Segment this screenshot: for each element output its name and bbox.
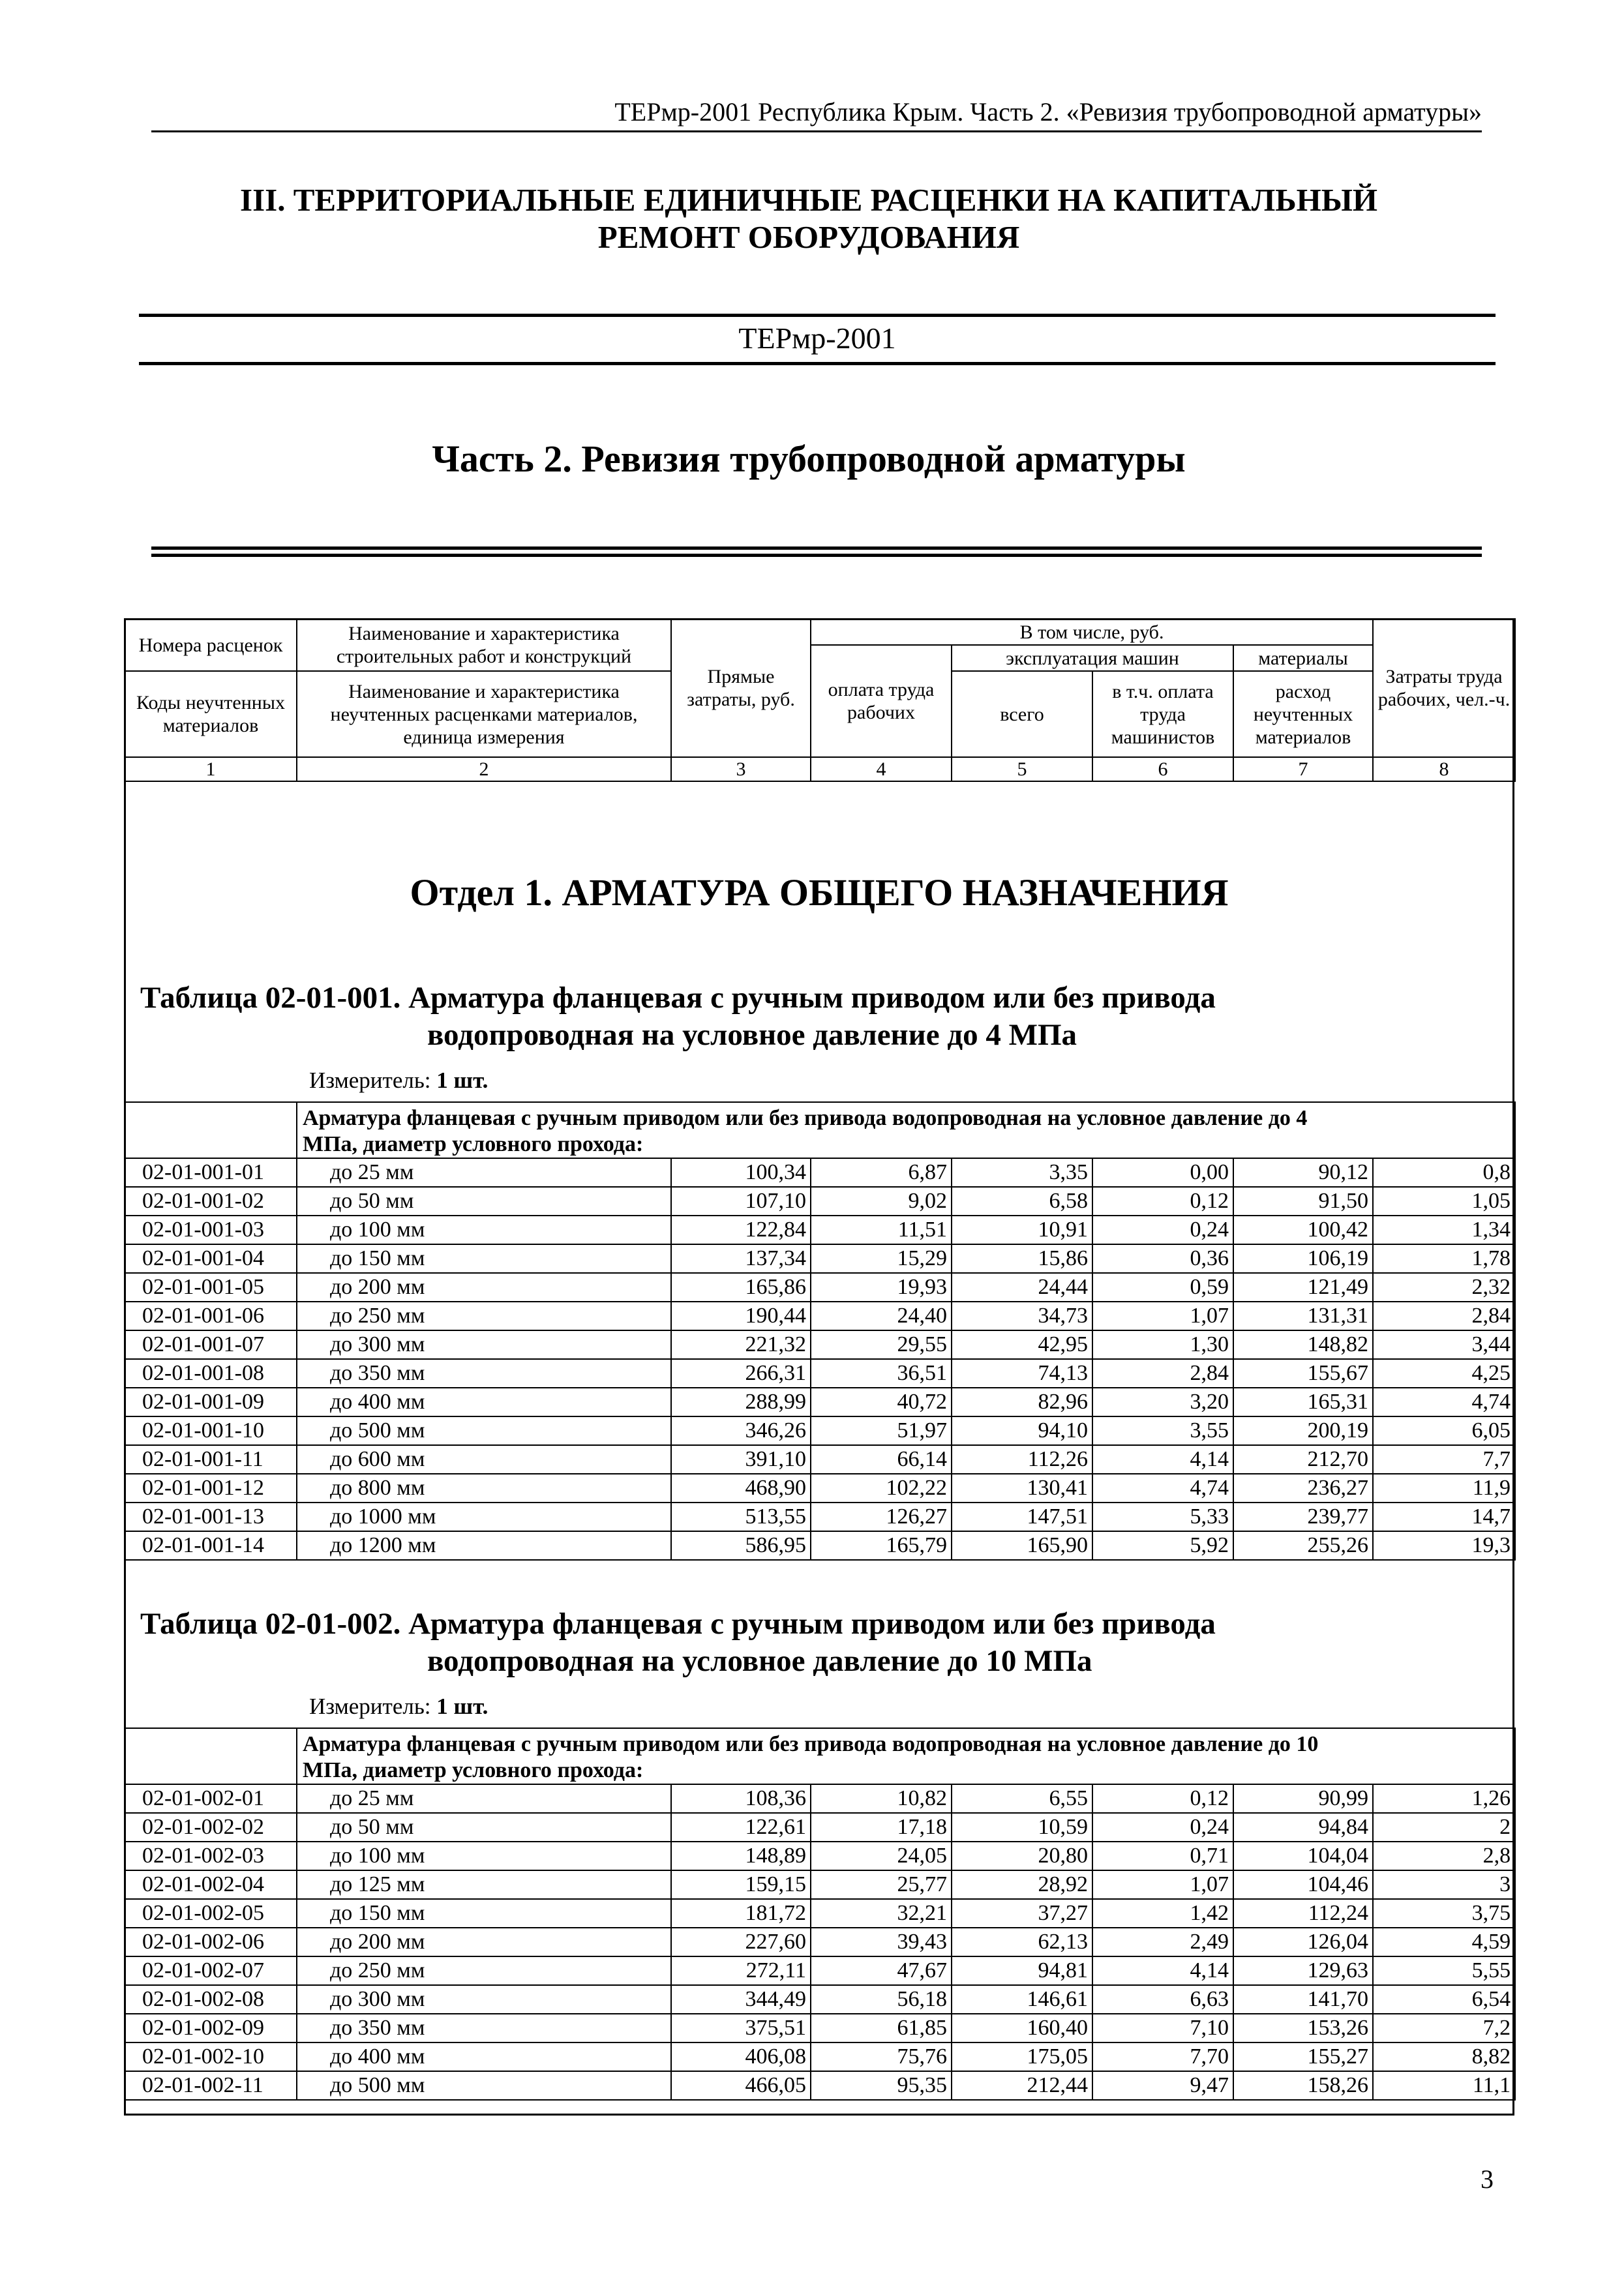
worker-pay: 19,93: [811, 1273, 952, 1302]
rate-code: 02-01-002-03: [125, 1842, 297, 1870]
header-rate-numbers: Номера расценок: [125, 619, 297, 671]
double-rule-lower: [151, 554, 1482, 557]
table-row: [125, 1870, 1515, 1899]
group-code-cell: [125, 1728, 297, 1784]
material-cost: 236,27: [1233, 1474, 1373, 1503]
item-name: до 1000 мм: [297, 1503, 671, 1531]
header-work-name: Наименование и характеристика строительных работ и конструкций: [297, 619, 671, 671]
operator-pay: 1,07: [1092, 1870, 1233, 1899]
material-cost: 126,04: [1233, 1928, 1373, 1956]
table-row: [125, 1330, 1515, 1359]
column-number: 4: [811, 757, 952, 781]
header-direct-costs: Прямые затраты, руб.: [671, 619, 811, 757]
operator-pay: 2,49: [1092, 1928, 1233, 1956]
item-name: до 400 мм: [297, 1388, 671, 1416]
material-cost: 155,67: [1233, 1359, 1373, 1388]
divider-bottom: [139, 362, 1496, 365]
rate-code: 02-01-001-02: [125, 1187, 297, 1216]
unit-of-measure: [309, 1068, 488, 1094]
direct-costs: 148,89: [671, 1842, 811, 1870]
collection-code: ТЕРмр-2001: [738, 322, 896, 355]
table-row: [125, 1216, 1515, 1244]
direct-costs: 375,51: [671, 2014, 811, 2042]
item-name: до 500 мм: [297, 2071, 671, 2100]
labor-hours: 1,26: [1373, 1784, 1515, 1813]
worker-pay: 66,14: [811, 1445, 952, 1474]
labor-hours: 2: [1373, 1813, 1515, 1842]
column-number: 8: [1373, 757, 1515, 781]
item-name: до 25 мм: [297, 1784, 671, 1813]
direct-costs: 346,26: [671, 1416, 811, 1445]
direct-costs: 181,72: [671, 1899, 811, 1928]
material-cost: 106,19: [1233, 1244, 1373, 1273]
labor-hours: 3: [1373, 1870, 1515, 1899]
header-worker-pay: оплата труда рабочих: [811, 645, 952, 757]
operator-pay: 7,70: [1092, 2042, 1233, 2071]
material-cost: 129,63: [1233, 1956, 1373, 1985]
direct-costs: 586,95: [671, 1531, 811, 1560]
worker-pay: 39,43: [811, 1928, 952, 1956]
machine-total: 6,58: [952, 1187, 1092, 1216]
direct-costs: 266,31: [671, 1359, 811, 1388]
table-row: [125, 1273, 1515, 1302]
rate-code: 02-01-001-14: [125, 1531, 297, 1560]
unit-value: 1 шт.: [436, 1694, 489, 1719]
labor-hours: 6,54: [1373, 1985, 1515, 2014]
material-cost: 165,31: [1233, 1388, 1373, 1416]
operator-pay: 1,30: [1092, 1330, 1233, 1359]
group-line2: МПа, диаметр условного прохода:: [303, 1132, 644, 1156]
rate-code: 02-01-002-09: [125, 2014, 297, 2042]
group-description: [297, 1728, 1515, 1784]
rate-code: 02-01-001-06: [125, 1302, 297, 1330]
direct-costs: 137,34: [671, 1244, 811, 1273]
table-header: [124, 618, 1516, 782]
table-title-line2: водопроводная на условное давление до 4 МПа: [427, 1018, 1077, 1052]
table-title: [140, 980, 1445, 1054]
worker-pay: 9,02: [811, 1187, 952, 1216]
item-name: до 125 мм: [297, 1870, 671, 1899]
worker-pay: 51,97: [811, 1416, 952, 1445]
item-name: до 250 мм: [297, 1956, 671, 1985]
direct-costs: 391,10: [671, 1445, 811, 1474]
rate-code: 02-01-001-04: [125, 1244, 297, 1273]
material-cost: 104,46: [1233, 1870, 1373, 1899]
operator-pay: 1,07: [1092, 1302, 1233, 1330]
worker-pay: 126,27: [811, 1503, 952, 1531]
header-operator-pay: в т.ч. оплата труда машинистов: [1092, 671, 1233, 757]
machine-total: 74,13: [952, 1359, 1092, 1388]
direct-costs: 466,05: [671, 2071, 811, 2100]
machine-total: 10,59: [952, 1813, 1092, 1842]
unit-of-measure: [309, 1694, 488, 1720]
item-name: до 25 мм: [297, 1158, 671, 1187]
item-name: до 350 мм: [297, 1359, 671, 1388]
rate-code: 02-01-002-10: [125, 2042, 297, 2071]
table-row: [125, 1956, 1515, 1985]
header-material-codes: Коды неучтенных материалов: [125, 671, 297, 757]
labor-hours: 2,8: [1373, 1842, 1515, 1870]
operator-pay: 0,71: [1092, 1842, 1233, 1870]
item-name: до 250 мм: [297, 1302, 671, 1330]
item-name: до 50 мм: [297, 1187, 671, 1216]
labor-hours: 7,2: [1373, 2014, 1515, 2042]
header-materials: материалы: [1233, 645, 1373, 671]
direct-costs: 272,11: [671, 1956, 811, 1985]
unit-label: Измеритель:: [309, 1694, 437, 1719]
worker-pay: 11,51: [811, 1216, 952, 1244]
direct-costs: 344,49: [671, 1985, 811, 2014]
material-cost: 255,26: [1233, 1531, 1373, 1560]
machine-total: 147,51: [952, 1503, 1092, 1531]
item-name: до 500 мм: [297, 1416, 671, 1445]
material-cost: 158,26: [1233, 2071, 1373, 2100]
item-name: до 150 мм: [297, 1899, 671, 1928]
rate-code: 02-01-001-13: [125, 1503, 297, 1531]
item-name: до 50 мм: [297, 1813, 671, 1842]
column-number: 2: [297, 757, 671, 781]
rate-code: 02-01-002-02: [125, 1813, 297, 1842]
machine-total: 42,95: [952, 1330, 1092, 1359]
worker-pay: 61,85: [811, 2014, 952, 2042]
material-cost: 90,99: [1233, 1784, 1373, 1813]
material-cost: 141,70: [1233, 1985, 1373, 2014]
labor-hours: 8,82: [1373, 2042, 1515, 2071]
table-row: [125, 1359, 1515, 1388]
rate-code: 02-01-001-08: [125, 1359, 297, 1388]
direct-costs: 288,99: [671, 1388, 811, 1416]
worker-pay: 24,05: [811, 1842, 952, 1870]
labor-hours: 5,55: [1373, 1956, 1515, 1985]
material-cost: 131,31: [1233, 1302, 1373, 1330]
divider-top: [139, 314, 1496, 317]
column-number: 5: [952, 757, 1092, 781]
machine-total: 165,90: [952, 1531, 1092, 1560]
table-row: [125, 1813, 1515, 1842]
machine-total: 28,92: [952, 1870, 1092, 1899]
page-number: 3: [1481, 2164, 1494, 2194]
labor-hours: 11,9: [1373, 1474, 1515, 1503]
header-material-name: Наименование и характеристика неучтенных расценками материалов, единица измерения: [297, 671, 671, 757]
worker-pay: 15,29: [811, 1244, 952, 1273]
worker-pay: 102,22: [811, 1474, 952, 1503]
labor-hours: 1,05: [1373, 1187, 1515, 1216]
direct-costs: 190,44: [671, 1302, 811, 1330]
table-row: [125, 1928, 1515, 1956]
direct-costs: 165,86: [671, 1273, 811, 1302]
item-name: до 1200 мм: [297, 1531, 671, 1560]
material-cost: 148,82: [1233, 1330, 1373, 1359]
rate-code: 02-01-002-04: [125, 1870, 297, 1899]
column-number: 6: [1092, 757, 1233, 781]
machine-total: 3,35: [952, 1158, 1092, 1187]
table-row: [125, 1445, 1515, 1474]
operator-pay: 0,59: [1092, 1273, 1233, 1302]
labor-hours: 0,8: [1373, 1158, 1515, 1187]
table-title: [140, 1606, 1445, 1680]
operator-pay: 5,33: [1092, 1503, 1233, 1531]
operator-pay: 0,36: [1092, 1244, 1233, 1273]
rate-code: 02-01-001-01: [125, 1158, 297, 1187]
header-machine-total: всего: [952, 671, 1092, 757]
table-row: [125, 1388, 1515, 1416]
operator-pay: 2,84: [1092, 1359, 1233, 1388]
labor-hours: 4,25: [1373, 1359, 1515, 1388]
labor-hours: 1,78: [1373, 1244, 1515, 1273]
worker-pay: 29,55: [811, 1330, 952, 1359]
rate-code: 02-01-002-11: [125, 2071, 297, 2100]
table-row: [125, 1416, 1515, 1445]
machine-total: 15,86: [952, 1244, 1092, 1273]
machine-total: 94,10: [952, 1416, 1092, 1445]
rate-code: 02-01-002-07: [125, 1956, 297, 1985]
unit-label: Измеритель:: [309, 1068, 437, 1093]
machine-total: 175,05: [952, 2042, 1092, 2071]
operator-pay: 3,55: [1092, 1416, 1233, 1445]
table-row: [125, 1244, 1515, 1273]
material-cost: 100,42: [1233, 1216, 1373, 1244]
operator-pay: 9,47: [1092, 2071, 1233, 2100]
group-line1: Арматура фланцевая с ручным приводом или без привода водопроводная на условное давление до 4: [303, 1106, 1308, 1130]
running-header-rule: [151, 130, 1482, 132]
material-cost: 91,50: [1233, 1187, 1373, 1216]
worker-pay: 56,18: [811, 1985, 952, 2014]
labor-hours: 14,7: [1373, 1503, 1515, 1531]
item-name: до 350 мм: [297, 2014, 671, 2042]
material-cost: 112,24: [1233, 1899, 1373, 1928]
material-cost: 90,12: [1233, 1158, 1373, 1187]
table-row: [125, 1784, 1515, 1813]
item-name: до 600 мм: [297, 1445, 671, 1474]
operator-pay: 3,20: [1092, 1388, 1233, 1416]
material-cost: 94,84: [1233, 1813, 1373, 1842]
table-row: [125, 1842, 1515, 1870]
operator-pay: 1,42: [1092, 1899, 1233, 1928]
item-name: до 800 мм: [297, 1474, 671, 1503]
main-title-line2: РЕМОНТ ОБОРУДОВАНИЯ: [597, 219, 1020, 255]
table-row: [125, 2042, 1515, 2071]
machine-total: 212,44: [952, 2071, 1092, 2100]
operator-pay: 4,14: [1092, 1956, 1233, 1985]
machine-total: 146,61: [952, 1985, 1092, 2014]
table-title-line2: водопроводная на условное давление до 10 МПа: [427, 1644, 1092, 1678]
direct-costs: 108,36: [671, 1784, 811, 1813]
worker-pay: 95,35: [811, 2071, 952, 2100]
operator-pay: 0,00: [1092, 1158, 1233, 1187]
worker-pay: 36,51: [811, 1359, 952, 1388]
direct-costs: 159,15: [671, 1870, 811, 1899]
rate-code: 02-01-001-12: [125, 1474, 297, 1503]
rate-code: 02-01-001-10: [125, 1416, 297, 1445]
direct-costs: 468,90: [671, 1474, 811, 1503]
worker-pay: 10,82: [811, 1784, 952, 1813]
operator-pay: 4,74: [1092, 1474, 1233, 1503]
machine-total: 112,26: [952, 1445, 1092, 1474]
rate-code: 02-01-001-07: [125, 1330, 297, 1359]
operator-pay: 0,12: [1092, 1784, 1233, 1813]
table-row: [125, 1531, 1515, 1560]
group-description: [297, 1102, 1515, 1158]
labor-hours: 4,74: [1373, 1388, 1515, 1416]
machine-total: 34,73: [952, 1302, 1092, 1330]
rate-code: 02-01-001-03: [125, 1216, 297, 1244]
machine-total: 37,27: [952, 1899, 1092, 1928]
machine-total: 130,41: [952, 1474, 1092, 1503]
labor-hours: 2,84: [1373, 1302, 1515, 1330]
labor-hours: 19,3: [1373, 1531, 1515, 1560]
group-line2: МПа, диаметр условного прохода:: [303, 1758, 644, 1782]
group-code-cell: [125, 1102, 297, 1158]
section-title: Отдел 1. АРМАТУРА ОБЩЕГО НАЗНАЧЕНИЯ: [410, 871, 1229, 914]
rate-code: 02-01-001-05: [125, 1273, 297, 1302]
table-title-line1: Таблица 02-01-001. Арматура фланцевая с ручным приводом или без привода: [140, 981, 1216, 1015]
rate-code: 02-01-002-01: [125, 1784, 297, 1813]
worker-pay: 24,40: [811, 1302, 952, 1330]
rate-code: 02-01-001-09: [125, 1388, 297, 1416]
part-title: Часть 2. Ревизия трубопроводной арматуры: [432, 438, 1186, 480]
rate-code: 02-01-001-11: [125, 1445, 297, 1474]
material-cost: 212,70: [1233, 1445, 1373, 1474]
labor-hours: 4,59: [1373, 1928, 1515, 1956]
labor-hours: 11,1: [1373, 2071, 1515, 2100]
table-title-line1: Таблица 02-01-002. Арматура фланцевая с ручным приводом или без привода: [140, 1607, 1216, 1641]
labor-hours: 7,7: [1373, 1445, 1515, 1474]
direct-costs: 513,55: [671, 1503, 811, 1531]
table-row: [125, 2071, 1515, 2100]
operator-pay: 0,24: [1092, 1216, 1233, 1244]
operator-pay: 0,24: [1092, 1813, 1233, 1842]
direct-costs: 100,34: [671, 1158, 811, 1187]
machine-total: 160,40: [952, 2014, 1092, 2042]
header-including: В том числе, руб.: [811, 619, 1373, 645]
worker-pay: 47,67: [811, 1956, 952, 1985]
machine-total: 24,44: [952, 1273, 1092, 1302]
item-name: до 400 мм: [297, 2042, 671, 2071]
direct-costs: 107,10: [671, 1187, 811, 1216]
rates-table: [124, 1728, 1516, 2101]
material-cost: 121,49: [1233, 1273, 1373, 1302]
item-name: до 150 мм: [297, 1244, 671, 1273]
double-rule-upper: [151, 546, 1482, 550]
item-name: до 300 мм: [297, 1330, 671, 1359]
worker-pay: 75,76: [811, 2042, 952, 2071]
main-title: [98, 181, 1520, 256]
machine-total: 20,80: [952, 1842, 1092, 1870]
table-row: [125, 1302, 1515, 1330]
item-name: до 100 мм: [297, 1842, 671, 1870]
column-number: 7: [1233, 757, 1373, 781]
direct-costs: 221,32: [671, 1330, 811, 1359]
unit-value: 1 шт.: [436, 1068, 489, 1093]
main-title-line1: III. ТЕРРИТОРИАЛЬНЫЕ ЕДИНИЧНЫЕ РАСЦЕНКИ НА КАПИТАЛЬНЫЙ: [240, 182, 1377, 218]
worker-pay: 17,18: [811, 1813, 952, 1842]
column-number: 3: [671, 757, 811, 781]
material-cost: 200,19: [1233, 1416, 1373, 1445]
worker-pay: 25,77: [811, 1870, 952, 1899]
machine-total: 82,96: [952, 1388, 1092, 1416]
table-row: [125, 1503, 1515, 1531]
worker-pay: 40,72: [811, 1388, 952, 1416]
labor-hours: 1,34: [1373, 1216, 1515, 1244]
material-cost: 239,77: [1233, 1503, 1373, 1531]
item-name: до 100 мм: [297, 1216, 671, 1244]
material-cost: 155,27: [1233, 2042, 1373, 2071]
header-machine-operation: эксплуатация машин: [952, 645, 1233, 671]
table-row: [125, 1985, 1515, 2014]
group-line1: Арматура фланцевая с ручным приводом или без привода водопроводная на условное давление до 10: [303, 1732, 1319, 1756]
machine-total: 62,13: [952, 1928, 1092, 1956]
worker-pay: 32,21: [811, 1899, 952, 1928]
operator-pay: 0,12: [1092, 1187, 1233, 1216]
operator-pay: 6,63: [1092, 1985, 1233, 2014]
direct-costs: 227,60: [671, 1928, 811, 1956]
table-row: [125, 1899, 1515, 1928]
table-row: [125, 2014, 1515, 2042]
column-number: 1: [125, 757, 297, 781]
direct-costs: 406,08: [671, 2042, 811, 2071]
labor-hours: 3,44: [1373, 1330, 1515, 1359]
header-labor-costs: Затраты труда рабочих, чел.-ч.: [1373, 619, 1515, 757]
rate-code: 02-01-002-06: [125, 1928, 297, 1956]
table-row: [125, 1187, 1515, 1216]
rate-code: 02-01-002-05: [125, 1899, 297, 1928]
direct-costs: 122,84: [671, 1216, 811, 1244]
machine-total: 10,91: [952, 1216, 1092, 1244]
material-cost: 104,04: [1233, 1842, 1373, 1870]
labor-hours: 2,32: [1373, 1273, 1515, 1302]
direct-costs: 122,61: [671, 1813, 811, 1842]
operator-pay: 7,10: [1092, 2014, 1233, 2042]
table-row: [125, 1474, 1515, 1503]
labor-hours: 6,05: [1373, 1416, 1515, 1445]
operator-pay: 4,14: [1092, 1445, 1233, 1474]
item-name: до 300 мм: [297, 1985, 671, 2014]
worker-pay: 165,79: [811, 1531, 952, 1560]
rates-table: [124, 1101, 1516, 1561]
table-row: [125, 1158, 1515, 1187]
material-cost: 153,26: [1233, 2014, 1373, 2042]
machine-total: 94,81: [952, 1956, 1092, 1985]
operator-pay: 5,92: [1092, 1531, 1233, 1560]
machine-total: 6,55: [952, 1784, 1092, 1813]
item-name: до 200 мм: [297, 1273, 671, 1302]
labor-hours: 3,75: [1373, 1899, 1515, 1928]
item-name: до 200 мм: [297, 1928, 671, 1956]
running-header: ТЕРмр-2001 Республика Крым. Часть 2. «Ревизия трубопроводной арматуры»: [614, 97, 1482, 127]
rate-code: 02-01-002-08: [125, 1985, 297, 2014]
worker-pay: 6,87: [811, 1158, 952, 1187]
header-material-consumption: расход неучтенных материалов: [1233, 671, 1373, 757]
